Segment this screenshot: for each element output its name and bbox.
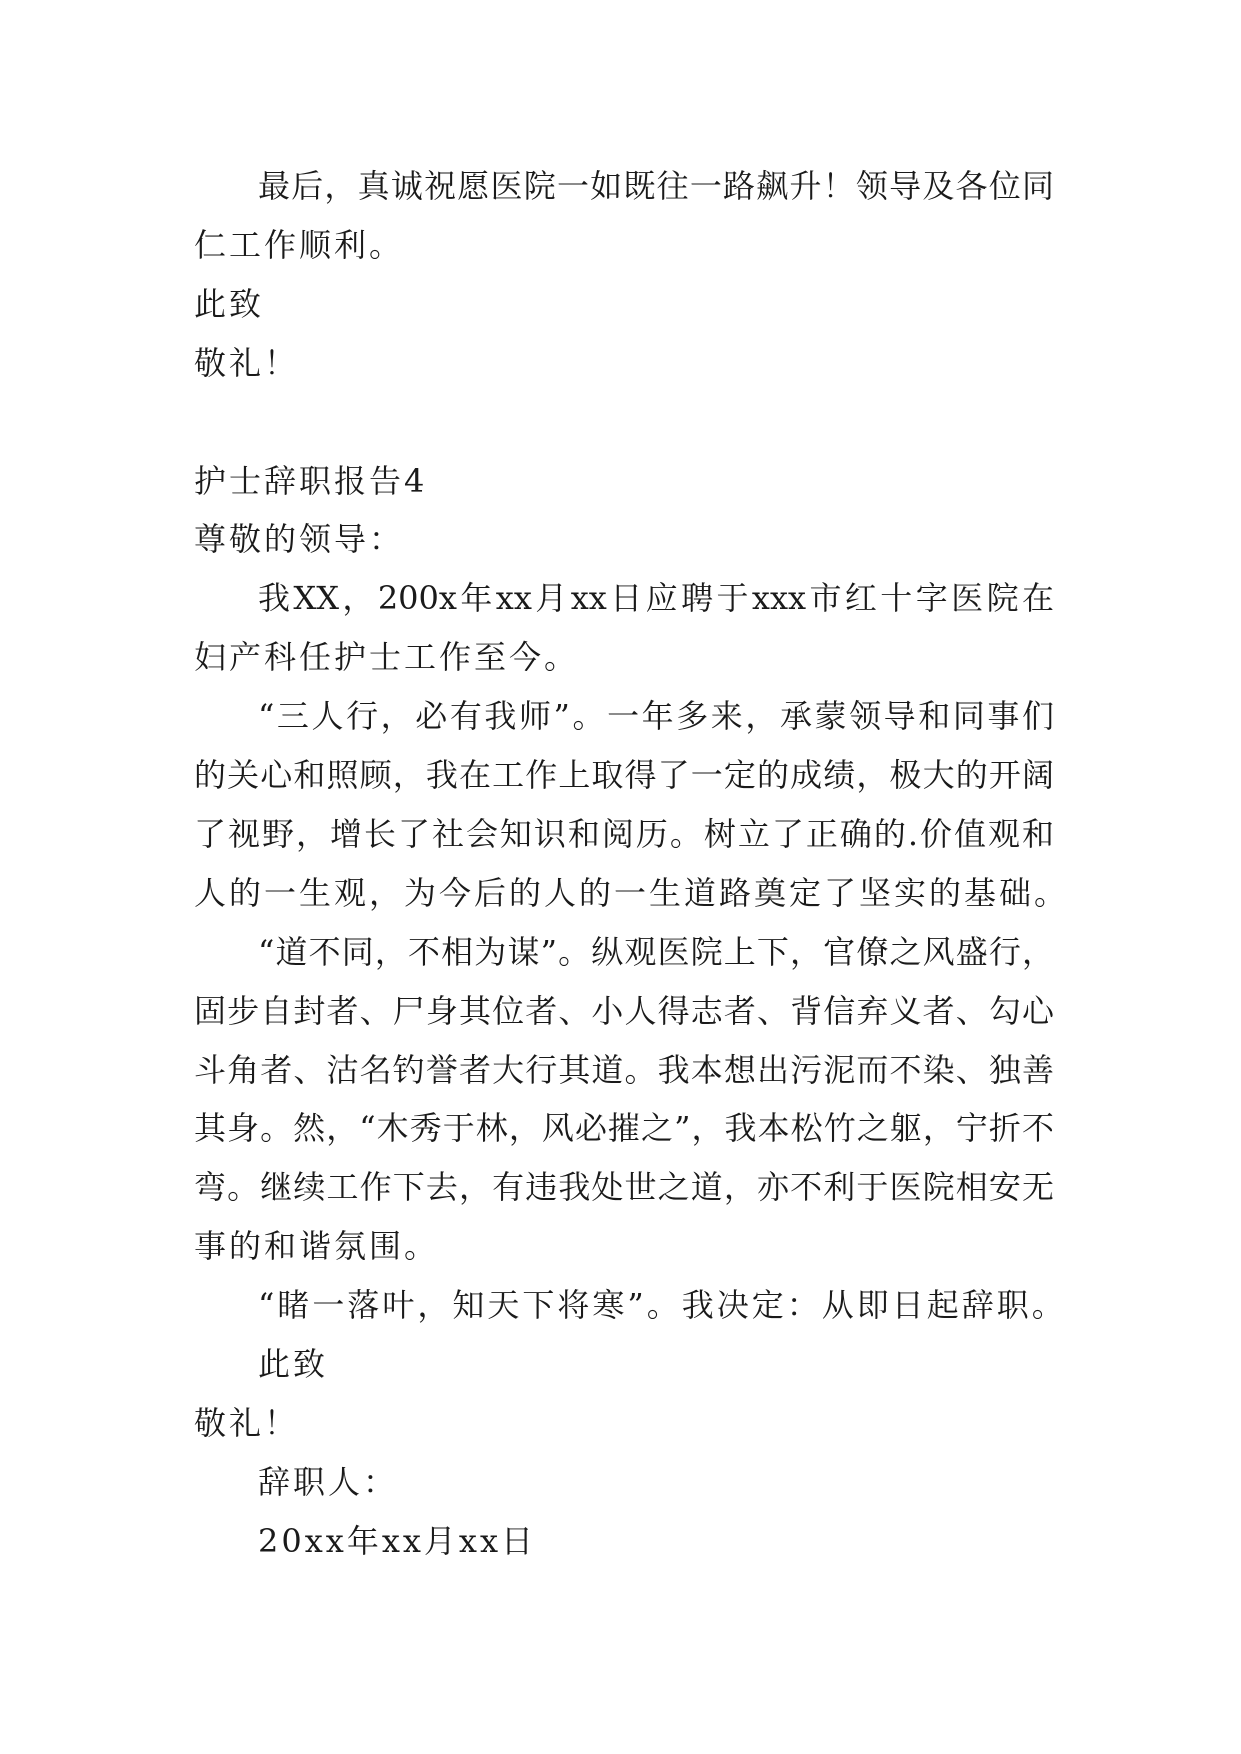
paragraph-reason-line-1: “道不同，不相为谋”。纵观医院上下，官僚之风盛行， <box>258 933 1054 971</box>
paragraph-gratitude-line-1: “三人行，必有我师”。一年多来，承蒙领导和同事们 <box>258 697 1054 735</box>
paragraph-reason-line-3: 斗角者、沽名钓誉者大行其道。我本想出污泥而不染、独善 <box>194 1051 1054 1089</box>
salutation-cizhi-2: 此致 <box>258 1345 329 1383</box>
signature-date: 20xx年xx月xx日 <box>258 1522 537 1560</box>
paragraph-reason-line-2: 固步自封者、尸身其位者、小人得志者、背信弃义者、勾心 <box>194 992 1054 1030</box>
salutation-cizhi-1: 此致 <box>194 285 265 323</box>
paragraph-closing-wish-line-1: 最后，真诚祝愿医院一如既往一路飙升！领导及各位同 <box>258 167 1054 205</box>
paragraph-gratitude-line-2: 的关心和照顾，我在工作上取得了一定的成绩，极大的开阔 <box>194 756 1054 794</box>
signature-label: 辞职人： <box>258 1463 399 1501</box>
paragraph-intro-line-1: 我XX，200x年xx月xx日应聘于xxx市红十字医院在 <box>258 579 1054 617</box>
paragraph-decision: “睹一落叶，知天下将寒”。我决定：从即日起辞职。 <box>258 1286 1067 1324</box>
paragraph-gratitude-line-3: 了视野，增长了社会知识和阅历。树立了正确的.价值观和 <box>194 815 1054 853</box>
greeting: 尊敬的领导： <box>194 520 405 558</box>
salutation-jingli-1: 敬礼！ <box>194 344 300 382</box>
paragraph-intro-line-2: 妇产科任护士工作至今。 <box>194 638 580 676</box>
paragraph-reason-line-6: 事的和谐氛围。 <box>194 1227 440 1265</box>
paragraph-reason-line-5: 弯。继续工作下去，有违我处世之道，亦不利于医院相安无 <box>194 1168 1054 1206</box>
salutation-jingli-2: 敬礼！ <box>194 1404 300 1442</box>
paragraph-gratitude-line-4: 人的一生观，为今后的人的一生道路奠定了坚实的基础。 <box>194 874 1070 912</box>
paragraph-reason-line-4: 其身。然，“木秀于林，风必摧之”，我本松竹之躯，宁折不 <box>194 1109 1054 1147</box>
report-title: 护士辞职报告4 <box>194 462 428 500</box>
paragraph-closing-wish-line-2: 仁工作顺利。 <box>194 226 405 264</box>
